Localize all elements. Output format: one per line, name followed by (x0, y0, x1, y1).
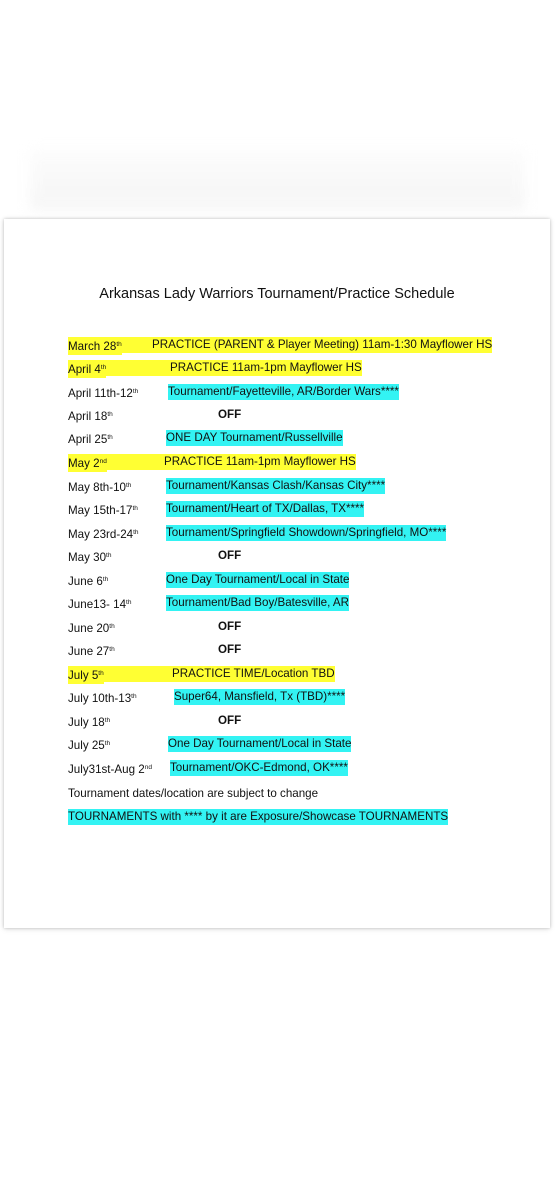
schedule-row (68, 713, 538, 730)
row-date (68, 689, 137, 707)
schedule-row (68, 337, 538, 354)
row-event: OFF (218, 549, 242, 562)
row-date-text: April 18 (68, 410, 108, 423)
schedule-row (68, 689, 538, 706)
row-date-text: June 6 (68, 575, 103, 588)
schedule-row (68, 525, 538, 542)
row-event: PRACTICE TIME/Location TBD (172, 667, 335, 680)
row-date-suffix: th (131, 693, 137, 700)
schedule-row (68, 760, 538, 777)
row-date-text: July31st-Aug 2 (68, 763, 145, 776)
row-event: One Day Tournament/Local in State (166, 573, 350, 586)
schedule-row (68, 666, 538, 683)
schedule-row (68, 595, 538, 612)
schedule-row (68, 430, 538, 447)
row-date (68, 501, 138, 519)
row-date-text: April 4 (68, 363, 101, 376)
row-event: OFF (218, 714, 242, 727)
row-date-suffix: th (132, 388, 139, 395)
row-date-text: May 2 (68, 457, 100, 470)
row-date-text: May 30 (68, 551, 107, 564)
schedule-row (68, 642, 538, 659)
exposure-note: TOURNAMENTS with **** by it are Exposure/Showcase TOURNAMENTS (68, 810, 449, 823)
row-date (68, 760, 152, 778)
row-date-text: April 11th-12 (68, 387, 133, 400)
row-event: Tournament/OKC-Edmond, OK**** (170, 761, 348, 774)
row-date (68, 454, 107, 472)
schedule-row (68, 572, 538, 589)
row-date-suffix: th (98, 670, 104, 677)
row-date-text: May 15th-17 (68, 504, 133, 517)
row-date-text: May 23rd-24 (68, 528, 134, 541)
row-date-text: July 10th-13 (68, 692, 132, 705)
row-date-text: June 20 (68, 622, 110, 635)
row-date (68, 666, 104, 684)
row-date-text: May 8th-10 (68, 481, 126, 494)
row-date-suffix: th (102, 576, 109, 583)
row-date-suffix: th (116, 341, 122, 348)
row-date (68, 525, 139, 543)
row-date-text: March 28 (68, 340, 117, 353)
row-event: Tournament/Heart of TX/Dallas, TX**** (166, 502, 365, 515)
row-date (68, 360, 106, 378)
row-event: ONE DAY Tournament/Russellville (166, 431, 343, 444)
row-event: Tournament/Springfield Showdown/Springfield, MO**** (166, 526, 447, 539)
row-date-suffix: nd (99, 458, 107, 465)
row-event: OFF (218, 408, 242, 421)
schedule-row (68, 478, 538, 495)
row-event: Tournament/Kansas Clash/Kansas City**** (166, 479, 386, 492)
row-date-suffix: th (109, 646, 115, 653)
row-date-suffix: th (104, 740, 111, 747)
row-event: PRACTICE 11am-1pm Mayflower HS (170, 361, 362, 374)
row-date (68, 713, 110, 731)
row-event: Super64, Mansfield, Tx (TBD)**** (174, 690, 346, 703)
row-date (68, 384, 138, 402)
row-event: OFF (218, 620, 242, 633)
row-date-suffix: th (106, 552, 112, 559)
row-event: OFF (218, 643, 242, 656)
row-date-suffix: th (132, 505, 138, 512)
row-date (68, 736, 110, 754)
row-date (68, 595, 131, 613)
row-date (68, 548, 111, 566)
schedule-row (68, 548, 538, 565)
row-date-suffix: th (104, 717, 111, 724)
schedule-row (68, 407, 538, 424)
row-date (68, 619, 115, 637)
row-event: Tournament/Bad Boy/Batesville, AR (166, 596, 350, 609)
row-date-suffix: th (109, 623, 115, 630)
row-date-suffix: th (126, 599, 132, 606)
document-title: Arkansas Lady Warriors Tournament/Practice Schedule (99, 286, 455, 302)
row-date-text: April 25 (68, 433, 108, 446)
row-date (68, 478, 131, 496)
row-date-suffix: th (100, 364, 107, 371)
row-date-text: June13- 14 (68, 598, 127, 611)
schedule-row (68, 736, 538, 753)
row-date (68, 407, 113, 425)
row-date-suffix: th (126, 482, 132, 489)
schedule-row (68, 619, 538, 636)
schedule-document (4, 219, 550, 928)
row-date-text: June 27 (68, 645, 110, 658)
row-date-suffix: th (107, 434, 113, 441)
row-event: PRACTICE 11am-1pm Mayflower HS (164, 455, 356, 468)
change-note: Tournament dates/location are subject to change (68, 787, 319, 800)
background-blur (30, 150, 525, 210)
schedule-row (68, 501, 538, 518)
row-date-suffix: nd (144, 764, 152, 771)
row-event: Tournament/Fayetteville, AR/Border Wars**** (168, 385, 399, 398)
row-date (68, 642, 115, 660)
schedule-row (68, 360, 538, 377)
row-date (68, 337, 122, 355)
schedule-row (68, 454, 538, 471)
row-date-suffix: th (133, 529, 139, 536)
row-date-suffix: th (107, 411, 113, 418)
row-date-text: July 5 (68, 669, 99, 682)
row-event: PRACTICE (PARENT & Player Meeting) 11am-1:30 Mayflower HS (152, 338, 493, 351)
row-event: One Day Tournament/Local in State (168, 737, 352, 750)
row-date (68, 572, 108, 590)
row-date-text: July 25 (68, 739, 105, 752)
row-date-text: July 18 (68, 716, 105, 729)
schedule-row (68, 384, 538, 401)
row-date (68, 430, 113, 448)
